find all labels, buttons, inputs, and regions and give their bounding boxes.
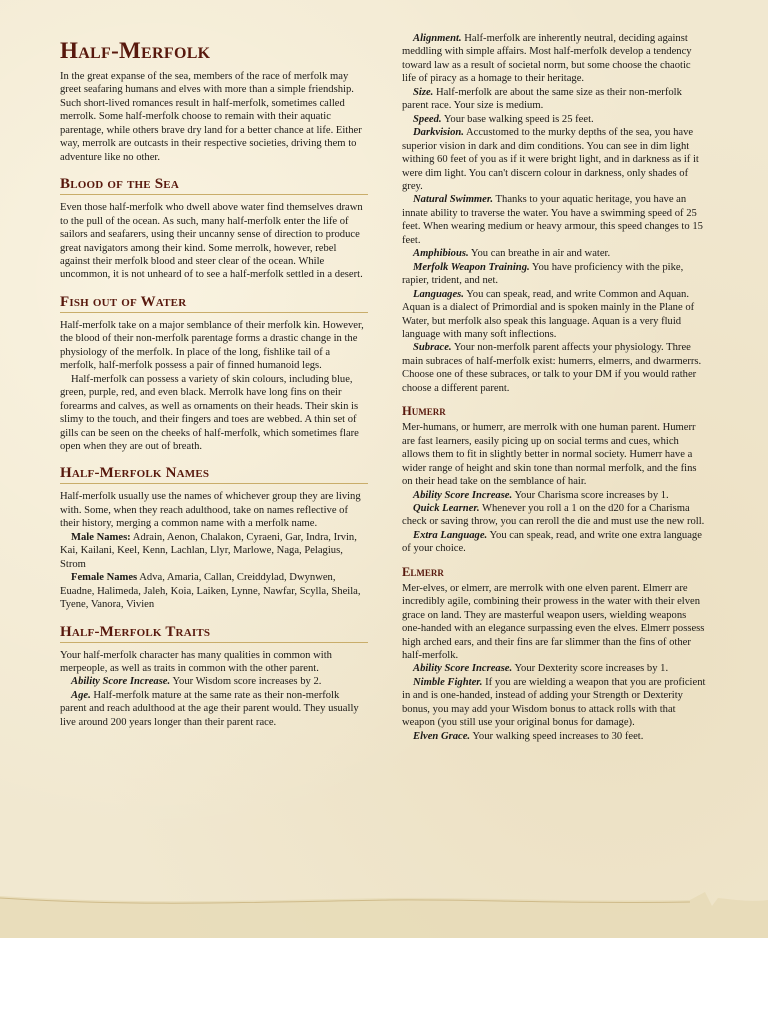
trait-text: Half-merfolk are about the same size as their non-merfolk parent race. Your size is medium.: [402, 86, 682, 112]
trait-text: You have proficiency with the pike, rapier, trident, and net.: [402, 261, 684, 287]
trait-text: Thanks to your aquatic heritage, you have an innate ability to traverse the water. You have a swimming speed of 25 feet. When wearing medium or heavy armour, this speed changes to 15 feet.: [402, 194, 703, 246]
trait-text: You can speak, read, and write one extra language of your choice.: [402, 529, 702, 555]
elmerr-paragraph: Mer-elves, or elmerr, are merrolk with one elven parent. Elmerr are incredibly agile, combining their prowess in the water with their elven grace on land. They are masterful weapon users, wielding weapons one-handed with an elegance surpassing even the elves. Elmerr possess high arched ears, and their fins are far slimmer than the fins of other half-merfolk.: [402, 582, 705, 662]
trait-languages: [402, 288, 706, 342]
humerr-paragraph: Mer-humans, or humerr, are merrolk with one human parent. Humerr are fast learners, easily picing up on social terms and cues, which allows them to fit in slightly better in normal society. Humerr have a wider range of height and skin tone than normal merfolk, and the fins on their head take on the semblance of hair.: [402, 422, 697, 488]
trait-text: Your walking speed increases to 30 feet.: [472, 730, 644, 742]
elmerr-ability-score: [402, 662, 706, 675]
trait-text: If you are wielding a weapon that you are proficient in and is one-handed, instead of adding your Strength or Dexterity bonus, you may add your Wisdom bonus to attack rolls with that weapon (you still use your original bonus for damage).: [402, 676, 706, 729]
trait-label: Quick Learner.: [413, 502, 480, 514]
trait-text: Your base walking speed is 25 feet.: [443, 113, 594, 125]
trait-text: Accustomed to the murky depths of the sea, you have superior vision in dark and dim conditions. You can see in dim light withing 60 feet of you as if it were bright light, and in darkness as if it were dim light. You can't discern colour in darkness, only shades of grey.: [402, 127, 699, 192]
male-names: [60, 531, 368, 571]
trait-text: Your Dexterity score increases by 1.: [514, 663, 669, 675]
trait-label: Ability Score Increase.: [413, 489, 513, 501]
heading-humerr: Humerr: [402, 404, 446, 419]
trait-label: Speed.: [413, 113, 442, 125]
male-names-list: Adrain, Aenon, Chalakon, Cyraeni, Gar, Indra, Irvin, Kai, Kailani, Keel, Kenn, Lachlan, Llyr, Marlowe, Naga, Pelagius, Strom: [60, 531, 357, 570]
trait-label: Extra Language.: [413, 529, 488, 541]
heading-fish-out-of-water: Fish out of Water: [60, 293, 368, 313]
trait-label: Amphibious.: [413, 248, 469, 260]
right-column: [402, 32, 706, 743]
page-title: Half-Merfolk: [60, 38, 211, 63]
trait-age: [60, 689, 368, 729]
trait-text: You can speak, read, and write Common and Aquan. Aquan is a dialect of Primordial and is spoken mainly in the Plane of Water, but merfolk also speak this language. Aquan is a very fluid language with many soft inflections.: [402, 288, 695, 340]
trait-label: Elven Grace.: [413, 730, 471, 742]
humerr-quick-learner: [402, 502, 706, 529]
male-names-label: Male Names:: [71, 531, 131, 543]
trait-ability-score: [60, 675, 368, 688]
trait-label: Ability Score Increase.: [413, 663, 513, 675]
trait-label: Subrace.: [413, 342, 452, 354]
trait-alignment: [402, 32, 706, 86]
trait-natural-swimmer: [402, 193, 706, 247]
trait-label: Ability Score Increase.: [71, 676, 171, 688]
trait-label: Nimble Fighter.: [413, 676, 483, 688]
heading-half-merfolk-traits: Half-Merfolk Traits: [60, 623, 368, 643]
humerr-ability-score: [402, 489, 706, 502]
trait-label: Natural Swimmer.: [413, 194, 494, 206]
intro-paragraph: In the great expanse of the sea, members of the race of merfolk may greet seafaring humans and elves with more than a simple friendship. Such short-lived romances result in half-merfolk, sometimes called merrolk. Some half-merfolk choose to remain with their aquatic parentage, while others brave dry land for a better chance at life. Either way, merrolk are outcasts in their respective societies, driving them to adventure like no other.: [60, 71, 362, 163]
names-paragraph: Half-merfolk usually use the names of whichever group they are living with. Some, when they reach adulthood, take on names reflective of their history, merging a common name with a merfolk name.: [60, 491, 361, 530]
fish-paragraph-2: Half-merfolk can possess a variety of skin colours, including blue, green, purple, red, and even black. Merrolk have long fins on their forearms and calves, as well as ornaments on their heads. Their skin is slimy to the touch, and their fingers and toes are webbed. A thin set of gills can be seen on the cheeks of half-merfolk, which sometimes flare open when they are out of breath.: [60, 373, 359, 452]
blood-paragraph: Even those half-merfolk who dwell above water find themselves drawn to the pull of the ocean. As such, many half-merfolk enter the life of sailors and seafarers, using their uncanny sense of direction to produce great navigators among their kind. Some merrolk, however, rebel against their merfolk blood and steer clear of the ocean. While uncommon, it is not unheard of to see a half-merfolk settled in a desert.: [60, 202, 363, 281]
heading-blood-of-the-sea: Blood of the Sea: [60, 175, 368, 195]
trait-label: Age.: [71, 689, 91, 701]
female-names-label: Female Names: [71, 572, 138, 584]
trait-label: Darkvision.: [413, 127, 464, 139]
trait-text: You can breathe in air and water.: [470, 248, 611, 260]
elmerr-nimble-fighter: [402, 676, 706, 730]
heading-elmerr: Elmerr: [402, 564, 444, 579]
trait-label: Languages.: [413, 288, 464, 300]
trait-size: [402, 86, 706, 113]
trait-darkvision: [402, 126, 706, 193]
trait-weapon-training: [402, 261, 706, 288]
left-column: [60, 32, 368, 729]
trait-speed: [402, 113, 706, 126]
trait-label: Size.: [413, 86, 434, 98]
trait-label: Alignment.: [413, 33, 462, 44]
humerr-extra-language: [402, 529, 706, 556]
trait-text: Half-merfolk are inherently neutral, deciding against meddling with simple affairs. Most half-merfolk develop a tendency toward law as a result of societal norm, but some choose the chaotic life of piracy as a homage to their heritage.: [402, 33, 692, 85]
trait-text: Your Wisdom score increases by 2.: [172, 676, 322, 688]
trait-text: Whenever you roll a 1 on the d20 for a Charisma check or saving throw, you can reroll the die and must use the new roll.: [402, 502, 705, 528]
trait-subrace: [402, 341, 706, 395]
traits-paragraph: Your half-merfolk character has many qualities in common with merpeople, as well as traits in common with the other parent.: [60, 649, 332, 674]
trait-text: Half-merfolk mature at the same rate as their non-merfolk parent and reach adulthood at the age their parent would. They usually live around 200 years longer than their parent race.: [60, 689, 359, 728]
female-names: [60, 571, 368, 611]
heading-half-merfolk-names: Half-Merfolk Names: [60, 464, 368, 484]
trait-text: Your Charisma score increases by 1.: [514, 489, 669, 501]
trait-label: Merfolk Weapon Training.: [413, 261, 530, 273]
female-names-list: Adva, Amaria, Callan, Creiddylad, Dwynwen, Euadne, Halimeda, Jaleh, Koia, Laiken, Lynne, Nawfar, Scylla, Sheila, Tyene, Vanora, Vivien: [60, 572, 361, 611]
elmerr-elven-grace: [402, 730, 706, 743]
trait-text: Your non-merfolk parent affects your physiology. Three main subraces of half-merfolk exist: humerrs, elmerrs, and dwarmerrs. Choose one of these subraces, or talk to your DM if you would rather choose a different parent.: [402, 342, 702, 394]
trait-amphibious: [402, 247, 706, 260]
fish-paragraph-1: Half-merfolk take on a major semblance of their merfolk kin. However, the blood of their non-merfolk parentage forms a drastic change in the physiology of the merfolk. In place of the long, fishlike tail of a merfolk, half-merfolk possess a pair of finned humanoid legs.: [60, 319, 364, 372]
